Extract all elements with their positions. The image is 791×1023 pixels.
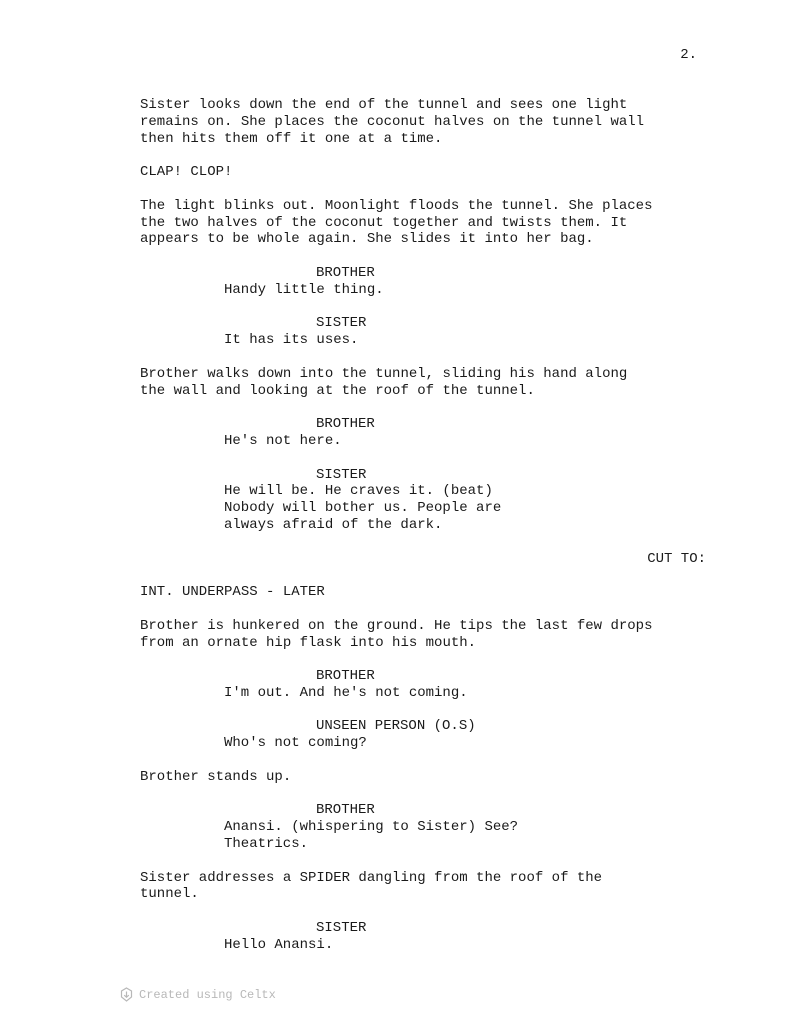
action-line: from an ornate hip flask into his mouth.: [140, 634, 477, 651]
action-line: then hits them off it one at a time.: [140, 130, 443, 147]
dialogue-line: Who's not coming?: [224, 735, 367, 752]
blank-line: [140, 752, 720, 769]
blank-line: [140, 786, 720, 803]
dialogue-line: Theatrics.: [224, 836, 309, 853]
transition-line: CUT TO:: [647, 550, 706, 567]
character-line: SISTER: [316, 315, 367, 332]
action-line: Brother walks down into the tunnel, sliding his hand along: [140, 365, 628, 382]
blank-line: [140, 349, 720, 366]
celtx-logo-icon: [120, 987, 133, 1002]
blank-line: [140, 299, 720, 316]
script-body: [140, 97, 720, 954]
dialogue-line: Hello Anansi.: [224, 936, 334, 953]
character-line: SISTER: [316, 466, 367, 483]
blank-line: [140, 399, 720, 416]
character-line: BROTHER: [316, 264, 375, 281]
dialogue-line: He's not here.: [224, 432, 342, 449]
blank-line: [140, 601, 720, 618]
action-line: remains on. She places the coconut halves on the tunnel wall: [140, 113, 645, 130]
blank-line: [140, 702, 720, 719]
character-line: UNSEEN PERSON (O.S): [316, 718, 476, 735]
blank-line: [140, 248, 720, 265]
action-line: Brother is hunkered on the ground. He tips the last few drops: [140, 617, 653, 634]
blank-line: [140, 450, 720, 467]
scene-line: INT. UNDERPASS - LATER: [140, 584, 325, 601]
blank-line: [140, 651, 720, 668]
footer: [120, 987, 276, 1002]
dialogue-line: always afraid of the dark.: [224, 516, 443, 533]
blank-line: [140, 853, 720, 870]
action-line: the wall and looking at the roof of the tunnel.: [140, 382, 535, 399]
footer-text: Created using Celtx: [139, 987, 276, 1002]
blank-line: [140, 903, 720, 920]
action-line: tunnel.: [140, 886, 199, 903]
dialogue-line: Anansi. (whispering to Sister) See?: [224, 819, 519, 836]
action-line: The light blinks out. Moonlight floods the tunnel. She places: [140, 197, 653, 214]
character-line: SISTER: [316, 920, 367, 937]
action-line: CLAP! CLOP!: [140, 164, 233, 181]
dialogue-line: Nobody will bother us. People are: [224, 500, 502, 517]
dialogue-line: He will be. He craves it. (beat): [224, 483, 493, 500]
dialogue-line: Handy little thing.: [224, 281, 384, 298]
action-line: Brother stands up.: [140, 768, 292, 785]
page-number: 2.: [680, 47, 697, 63]
blank-line: [140, 567, 720, 584]
action-line: appears to be whole again. She slides it into her bag.: [140, 231, 594, 248]
blank-line: [140, 534, 720, 551]
character-line: BROTHER: [316, 668, 375, 685]
dialogue-line: It has its uses.: [224, 332, 359, 349]
action-line: Sister looks down the end of the tunnel and sees one light: [140, 97, 628, 113]
character-line: BROTHER: [316, 802, 375, 819]
blank-line: [140, 181, 720, 198]
action-line: Sister addresses a SPIDER dangling from the roof of the: [140, 869, 603, 886]
character-line: BROTHER: [316, 416, 375, 433]
action-line: the two halves of the coconut together and twists them. It: [140, 214, 628, 231]
blank-line: [140, 147, 720, 164]
dialogue-line: I'm out. And he's not coming.: [224, 684, 468, 701]
